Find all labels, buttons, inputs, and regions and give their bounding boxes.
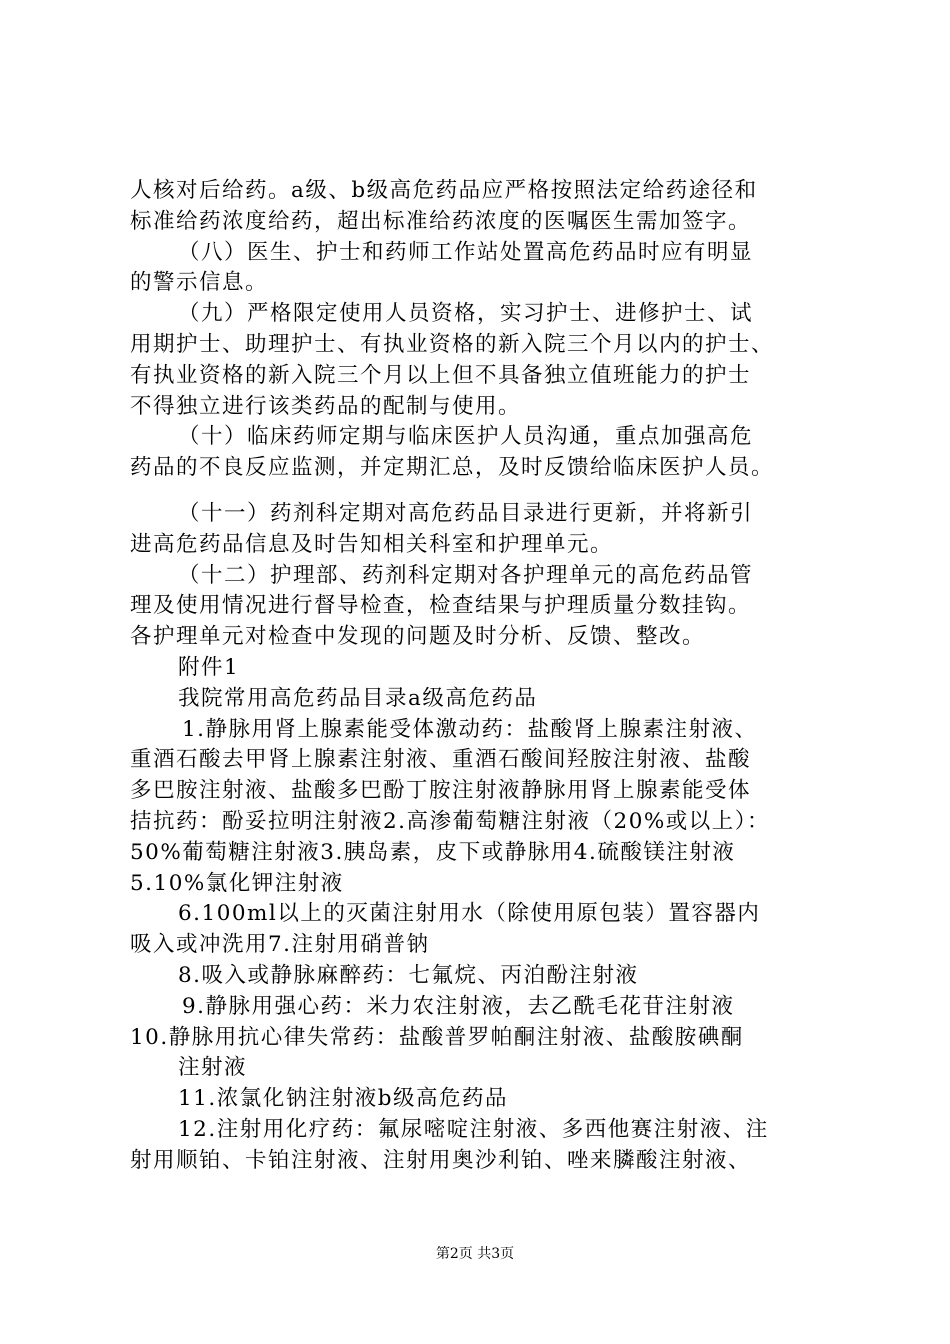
text-line: 有执业资格的新入院三个月以上但不具备独立值班能力的护士 bbox=[130, 362, 752, 388]
paragraph-start: （九）严格限定使用人员资格，实习护士、进修护士、试 bbox=[178, 301, 754, 327]
paragraph-gap bbox=[130, 484, 842, 499]
list-item: 8.吸入或静脉麻醉药：七氟烷、丙泊酚注射液 bbox=[178, 962, 639, 988]
text-line: 的警示信息。 bbox=[130, 270, 269, 296]
text-line: 标准给药浓度给药，超出标准给药浓度的医嘱医生需加签字。 bbox=[130, 208, 752, 234]
text-line: 各护理单元对检查中发现的问题及时分析、反馈、整改。 bbox=[130, 624, 706, 650]
paragraph-start: （十一）药剂科定期对高危药品目录进行更新，并将新引 bbox=[178, 500, 754, 526]
paragraph-start: （八）医生、护士和药师工作站处置高危药品时应有明显 bbox=[178, 239, 754, 265]
text-line: 药品的不良反应监测，并定期汇总，及时反馈给临床医护人员。 bbox=[130, 455, 775, 481]
text-line: 用期护士、助理护士、有执业资格的新入院三个月以内的护士、 bbox=[130, 331, 775, 357]
text-line: 吸入或冲洗用7.注射用硝普钠 bbox=[130, 932, 430, 958]
text-line: 不得独立进行该类药品的配制与使用。 bbox=[130, 393, 522, 419]
list-item: 9.静脉用强心药：米力农注射液，去乙酰毛花苷注射液 bbox=[182, 993, 735, 1019]
text-line: 5.10%氯化钾注射液 bbox=[130, 870, 344, 896]
list-item: 12.注射用化疗药：氟尿嘧啶注射液、多西他赛注射液、注 bbox=[178, 1116, 769, 1142]
text-line: 人核对后给药。a级、b级高危药品应严格按照法定给药途径和 bbox=[130, 178, 758, 203]
list-item: 11.浓氯化钠注射液b级高危药品 bbox=[178, 1086, 508, 1112]
text-line: 理及使用情况进行督导检查，检查结果与护理质量分数挂钩。 bbox=[130, 593, 752, 619]
paragraph-start: （十二）护理部、药剂科定期对各护理单元的高危药品管 bbox=[178, 562, 754, 588]
document-body bbox=[130, 176, 842, 1177]
text-line: 注射液 bbox=[178, 1055, 248, 1081]
list-item: 6.100ml以上的灭菌注射用水（除使用原包装）置容器内 bbox=[178, 901, 761, 927]
list-item: 10.静脉用抗心律失常药：盐酸普罗帕酮注射液、盐酸胺碘酮 bbox=[130, 1024, 744, 1050]
list-item: 1.静脉用肾上腺素能受体激动药：盐酸肾上腺素注射液、 bbox=[182, 716, 758, 742]
attachment-label: 附件1 bbox=[178, 654, 240, 680]
page-footer: 第2页 共3页 bbox=[435, 1246, 515, 1262]
section-heading: 我院常用高危药品目录a级高危药品 bbox=[178, 685, 538, 711]
paragraph-start: （十）临床药师定期与临床医护人员沟通，重点加强高危 bbox=[178, 424, 754, 450]
text-line: 50%葡萄糖注射液3.胰岛素，皮下或静脉用4.硫酸镁注射液 bbox=[130, 839, 736, 865]
text-line: 拮抗药：酚妥拉明注射液2.高渗葡萄糖注射液（20%或以上）： bbox=[130, 808, 771, 834]
text-line: 进高危药品信息及时告知相关科室和护理单元。 bbox=[130, 531, 614, 557]
text-line: 多巴胺注射液、盐酸多巴酚丁胺注射液静脉用肾上腺素能受体 bbox=[130, 778, 752, 804]
text-line: 射用顺铂、卡铂注射液、注射用奥沙利铂、唑来膦酸注射液、 bbox=[130, 1147, 752, 1173]
text-line: 重酒石酸去甲肾上腺素注射液、重酒石酸间羟胺注射液、盐酸 bbox=[130, 747, 752, 773]
